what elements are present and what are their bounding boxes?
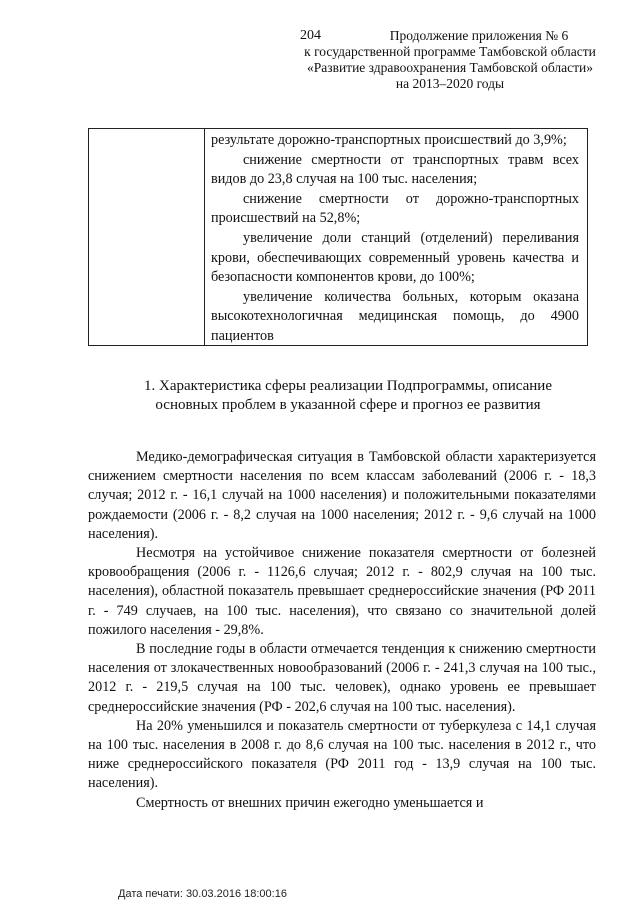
body-paragraph: Несмотря на устойчивое снижение показателя смертности от болезней кровообращения (2006 г. - 1126,6 случая; 2012 г. - 802,9 случая на 100 тыс. населения), областной показатель превышает среднероссийские значения (РФ 2011 г. - 749 случаев, на 100 тыс. населения), что связано со значительной долей пожилого населения - 29,8%.	[88, 545, 596, 638]
header-line-4: на 2013–2020 годы	[395, 76, 505, 91]
body-paragraph: Смертность от внешних причин ежегодно уменьшается и	[136, 794, 484, 811]
body-paragraph: Медико-демографическая ситуация в Тамбовской области характеризуется снижением смертности населения по всем классам заболеваний (2006 г. - 18,3 случая; 2012 г. - 16,1 случай на 1000 населения) и положительными показателями рождаемости (2006 г. - 8,2 случая на 1000 населения; 2012 г. - 9,6 случай на 1000 населения).	[88, 449, 596, 542]
table-right-cell	[211, 131, 579, 347]
table-paragraph: увеличение количества больных, которым оказана высокотехнологичная медицинская помощь, до 4900 пациентов	[211, 288, 579, 344]
header-line-1: Продолжение приложения № 6	[389, 28, 569, 43]
table-paragraph: снижение смертности от дорожно-транспортных происшествий на 52,8%;	[211, 190, 579, 227]
table-paragraph: результате дорожно-транспортных происшествий до 3,9%;	[211, 132, 567, 148]
body-paragraph: В последние годы в области отмечается тенденция к снижению смертности населения от злокачественных новообразований (2006 г. - 241,3 случая на 100 тыс., 2012 г. - 219,5 случая на 100 тыс. человек), однако уровень ее превышает среднероссийские значения (РФ - 202,6 случая на 100 тыс. населения).	[88, 641, 596, 715]
body-paragraph: На 20% уменьшился и показатель смертности от туберкулеза с 14,1 случая на 100 тыс. населения в 2008 г. до 8,6 случая на 100 тыс. населения в 2012 г., что ниже среднероссийского показателя (РФ 2011 год - 13,9 случая на 100 тыс. населения).	[88, 717, 596, 792]
header-line-2: к государственной программе Тамбовской области	[304, 44, 596, 59]
table-column-divider	[204, 129, 205, 345]
indicators-table	[88, 128, 588, 346]
document-header	[300, 28, 600, 92]
table-paragraph: снижение смертности от транспортных травм всех видов до 23,8 случая на 100 тыс. населения;	[211, 151, 579, 188]
body-text	[88, 448, 596, 813]
page-number: 204	[300, 28, 321, 43]
section-title-line-2: основных проблем в указанной сфере и прогноз ее развития	[155, 397, 541, 413]
section-title-line-1: 1. Характеристика сферы реализации Подпрограммы, описание	[144, 378, 552, 394]
section-title	[118, 377, 578, 415]
header-line-3: «Развитие здравоохранения Тамбовской области»	[306, 60, 593, 75]
table-paragraph: увеличение доли станций (отделений) переливания крови, обеспечивающих современный уровень качества и безопасности компонентов крови, до 100%;	[211, 229, 579, 286]
print-date: Дата печати: 30.03.2016 18:00:16	[118, 888, 287, 900]
